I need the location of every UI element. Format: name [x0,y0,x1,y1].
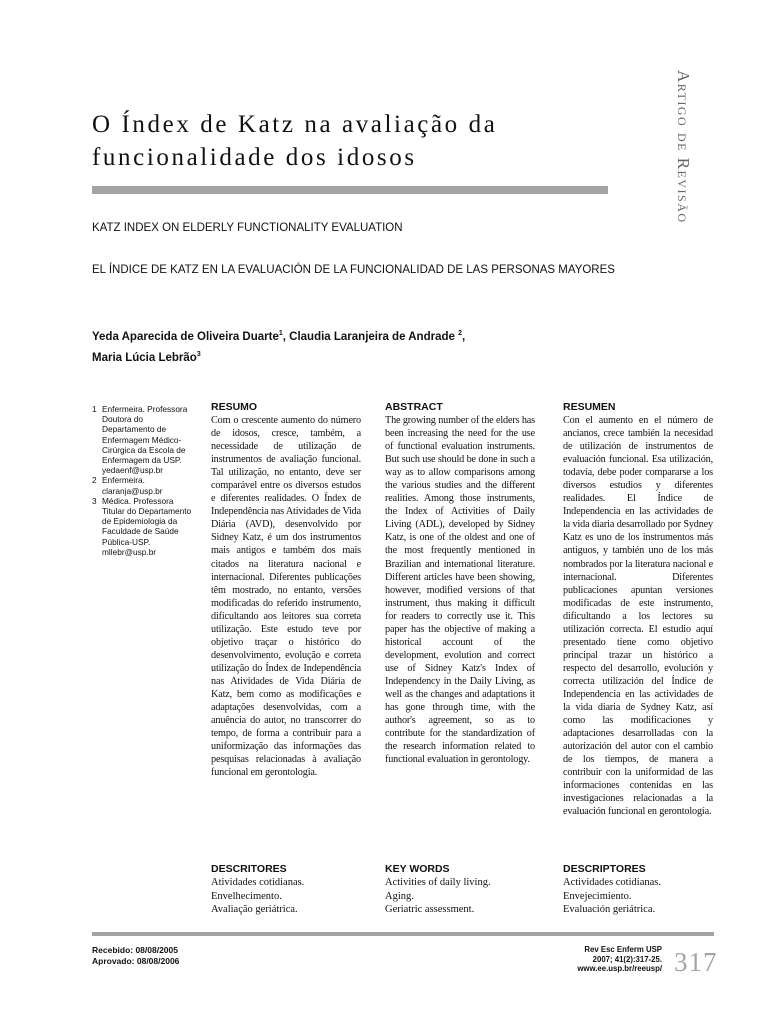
resumo-heading: RESUMO [211,401,258,413]
descritores-section [211,863,381,917]
keyword-item: Actividades cotidianas. [563,877,661,888]
keyword-item: Avaliação geriátrica. [211,904,298,915]
author-2: Claudia Laranjeira de Andrade [289,330,459,343]
abstract-heading: ABSTRACT [385,401,443,413]
footer-divider [92,932,714,936]
journal-url[interactable]: www.ee.usp.br/reeusp/ [577,964,662,974]
affiliations [92,404,192,557]
descritores-heading: DESCRITORES [211,863,287,875]
journal-citation: Rev Esc Enferm USP 2007; 41(2):317-25. www.ee.usp.br/reeusp/ [577,945,662,974]
keyword-item: Geriatric assessment. [385,904,475,915]
author-3: Maria Lúcia Lebrão [92,351,197,364]
title-line-2: funcionalidade dos idosos [92,144,417,171]
affiliation-item: 2 Enfermeira. claranja@usp.br [92,475,163,496]
resumo-section [211,401,361,779]
keyword-item: Envejecimiento. [563,890,632,902]
spanish-title: EL ÍNDICE DE KATZ EN LA EVALUACIÓN DE LA FUNCIONALIDAD DE LAS PERSONAS MAYORES [92,264,615,276]
title-divider [92,186,608,194]
page-number: 317 [674,947,718,977]
article-title [92,108,612,174]
affiliation-item: 3 Médica. Professora Titular do Departamento de Epidemiologia da Faculdade de Saúde Pública-USP. mllebr@usp.br [92,495,192,557]
approved-date: Aprovado: 08/08/2006 [92,955,180,966]
submission-dates [92,945,179,966]
resumen-section [563,401,713,818]
keyword-item: Atividades cotidianas. [211,877,305,888]
resumen-text: Con el aumento en el número de ancianos, crece también la necesidad de utilización de instrumentos de evaluación funcional. Esa utilización, todavía, debe poder compararse a los diversos estudios y diferentes realidades. El Índice de Independencia en las actividades de la vida diaria desarrollado por Sydney Katz es uno de los instrumentos más antiguos, y también uno de los más nombrados por la literatura nacional e internacional. Diferentes publicaciones apuntan versiones modificadas de este instrumento, dificultando a los lectores su utilización correcta. El estudio aquí presentado tiene como objetivo principal trazar un histórico a respecto del desarrollo, evolución y correcta utilización del Índice de Independencia en las actividades de la vida diaria de Sydney Katz, así como las modificaciones y adaptaciones desarrolladas con la autorización del autor con el cambio de los tiempos, de manera a contribuir con la uniformidad de las informaciones contenidas en las investigaciones relacionadas a la evaluación funcional en gerontología. [563,415,713,818]
keyword-item: Aging. [385,890,414,902]
keywords-heading: KEY WORDS [385,863,450,875]
resumo-text: Com o crescente aumento do número de idosos, cresce, também, a necessidade de utilização de instrumentos de avaliação funcional. Tal utilização, no entanto, deve ser comparável entre os diversos estudos e diferentes realidades. O Índex de Independência nas Atividades de Vida Diária (AVD), desenvolvido por Sidney Katz, é um dos instrumentos mais antigos e também dos mais citados na literatura nacional e internacional. Diferentes publicações têm mostrado, no entanto, versões modificadas do referido instrumento, dificultando aos leitores sua correta utilização. Este estudo teve por objetivo traçar o histórico do desenvolvimento, evolução e correta utilização do Índex de Independência nas Atividades de Vida Diária de Katz, bem como as modificações e adaptações desenvolvidas, com a anuência do autor, no transcorrer do tempo, de forma a contribuir para a uniformização das informações das pesquisas relacionadas à avaliação funcional em gerontologia. [211,415,361,779]
title-line-1: O Índex de Katz na avaliação da [92,111,498,138]
received-date: Recebido: 08/08/2005 [92,945,178,955]
keyword-item: Envelhecimento. [211,890,282,902]
abstract-section [385,401,535,766]
english-title: KATZ INDEX ON ELDERLY FUNCTIONALITY EVALUATION [92,222,403,234]
author-list: Yeda Aparecida de Oliveira Duarte$^1$, Claudia Laranjeira de Andrade $^2$, Maria Lúcia Lebrão$^3$ [92,330,466,364]
abstract-text: The growing number of the elders has been increasing the need for the use of functional evaluation instruments. But such use should be done in such a way as to allow comparisons among the various studies and the different realities. Among those instruments, the Index of Activities of Daily Living (ADL), developed by Sidney Katz, is one of the oldest and one of the most frequently mentioned in Brazilian and international literature. Different articles have been showing, however, modified versions of that instrument, thus making it difficult for readers to correctly use it. This paper has the objective of making a historical account of the development, evolution and correct use of Sidney Katz's Index of Independency in the Daily Living, as well as the changes and adaptations it has gone through time, with the author's agreement, so as to contribute for the standardization of the research information related to functional evaluation in gerontology. [385,415,535,766]
resumen-heading: RESUMEN [563,401,616,413]
keyword-item: Activities of daily living. [385,877,491,888]
author-1: Yeda Aparecida de Oliveira Duarte [92,330,279,343]
descriptores-heading: DESCRIPTORES [563,863,646,875]
section-label: Artigo de Revisão [674,70,693,224]
descriptores-section [563,863,733,917]
keyword-item: Evaluación geriátrica. [563,904,656,915]
keywords-section [385,863,555,917]
affiliation-item: 1 Enfermeira. Professora Doutora do Departamento de Enfermagem Médico-Cirúrgica da Escola de Enfermagem da USP. yedaenf@usp.br [92,404,188,476]
